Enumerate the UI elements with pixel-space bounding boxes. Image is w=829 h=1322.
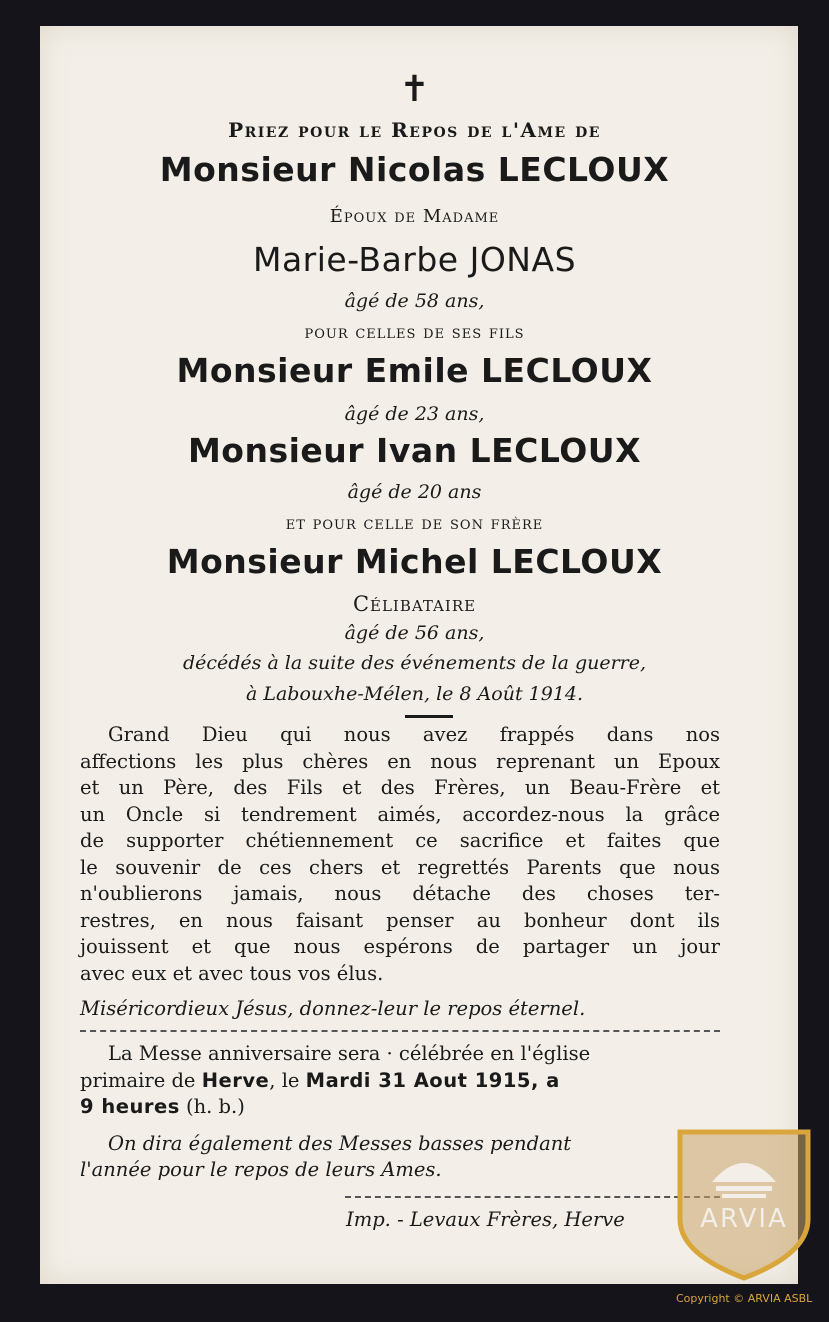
status-4: Célibataire <box>352 592 477 616</box>
dotted-divider-2 <box>345 1196 720 1198</box>
prayer-line: avec eux et avec tous vos élus. <box>80 961 384 985</box>
deceased-name-2: Monsieur Emile LECLOUX <box>176 351 653 390</box>
prayer-line: le souvenir de ces chers et regrettés Parents que nous <box>80 855 720 879</box>
header-line: Priez pour le Repos de l'Ame de <box>228 118 601 142</box>
deceased-name-4: Monsieur Michel LECLOUX <box>166 542 663 581</box>
prayer-line: un Oncle si tendrement aimés, accordez-nous la grâce <box>80 802 720 826</box>
age-3: âgé de 20 ans <box>347 481 482 503</box>
invocation: Miséricordieux Jésus, donnez-leur le repos éternel. <box>80 997 586 1020</box>
prayer-line: n'oublierons jamais, nous détache des choses ter- <box>80 882 720 905</box>
spouse-name: Marie-Barbe JONAS <box>252 240 577 279</box>
printer-line: Imp. - Levaux Frères, Herve <box>346 1208 625 1231</box>
low-mass-line-2: l'année pour le repos de leurs Ames. <box>80 1158 442 1181</box>
age-1: âgé de 58 ans, <box>344 290 485 312</box>
circumstance-line: décédés à la suite des événements de la guerre, <box>182 652 647 674</box>
brother-intro: et pour celle de son frère <box>285 513 544 534</box>
mass-location: Herve <box>201 1068 270 1092</box>
mass-text <box>80 1041 720 1121</box>
deceased-name-1: Monsieur Nicolas LECLOUX <box>159 150 670 189</box>
mass-line-1: La Messe anniversaire sera · célébrée en l'église <box>108 1042 591 1065</box>
mass-time: 9 heures <box>80 1095 180 1118</box>
prayer-line: et un Père, des Fils et des Frères, un Beau-Frère et <box>80 776 720 799</box>
prayer-line: jouissent et que nous espérons de partager un jour <box>80 935 720 958</box>
place-date-line: à Labouxhe-Mélen, le 8 Août 1914. <box>245 683 584 705</box>
prayer-line: de supporter chétiennement ce sacrifice et faites que <box>80 829 720 852</box>
dotted-divider-1 <box>80 1030 720 1032</box>
mass-time-note: (h. b.) <box>179 1095 245 1118</box>
mass-text-c: , le <box>269 1068 306 1092</box>
deceased-name-3: Monsieur Ivan LECLOUX <box>187 431 642 470</box>
mass-line-2 <box>80 1068 720 1095</box>
mass-line-3 <box>80 1094 720 1121</box>
divider <box>405 715 453 718</box>
prayer-text <box>80 722 720 987</box>
prayer-line: affections les plus chères en nous reprenant un Epoux <box>80 749 720 773</box>
cross-icon: ✝ <box>399 69 430 110</box>
low-mass-line-1: On dira également des Messes basses pendant <box>108 1132 572 1155</box>
arvia-logo-icon <box>672 1124 816 1282</box>
copyright-notice: Copyright © ARVIA ASBL <box>676 1292 813 1305</box>
age-2: âgé de 23 ans, <box>344 403 485 425</box>
spouse-intro: Époux de Madame <box>329 206 500 227</box>
arvia-logo-text: ARVIA <box>700 1204 788 1234</box>
mass-text-a: primaire de <box>80 1068 202 1092</box>
sons-intro: pour celles de ses fils <box>304 322 525 343</box>
mass-date: Mardi 31 Aout 1915, a <box>305 1068 560 1092</box>
age-4: âgé de 56 ans, <box>344 622 485 644</box>
prayer-line: restres, en nous faisant penser au bonheur dont ils <box>80 908 720 932</box>
prayer-line: Grand Dieu qui nous avez frappés dans nos <box>108 723 720 746</box>
